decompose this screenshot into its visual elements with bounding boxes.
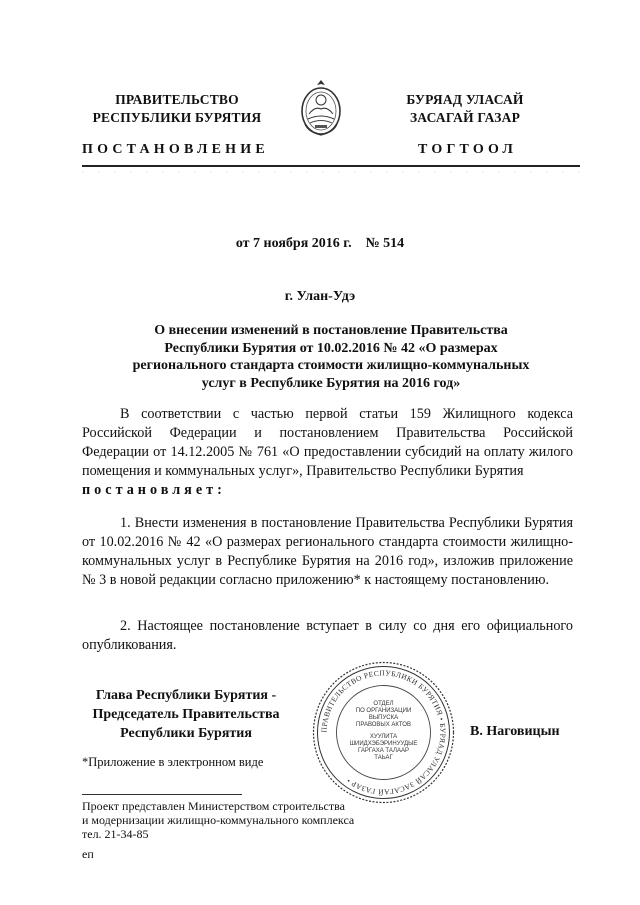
footer-line: Проект представлен Министерством строительства — [82, 799, 345, 813]
title-line: Республики Бурятия от 10.02.2016 № 42 «О размерах — [164, 340, 498, 356]
header-dotted-line: · · · · · · · · · · · · · · · · · · · · · · · · · · · · · · · · — [82, 170, 580, 176]
footer-line: тел. 21-34-85 — [82, 827, 149, 841]
item-1-text: 1. Внести изменения в постановление Правительства Республики Бурятия от 10.02.2016 № 42 «О размерах регионального стандарта стоимости жилищно-коммунальных услуг в Республике Бурятия на 2016 год», изложив приложение № 3 в новой редакции согласно приложению* к настоящему постановлению. — [82, 515, 573, 588]
footer-info — [82, 799, 354, 861]
header-left — [72, 91, 282, 127]
title-line: О внесении изменений в постановление Правительства — [154, 323, 508, 338]
title-line: регионального стандарта стоимости жилищно-коммунальных — [132, 358, 530, 373]
signatory-title-line: Председатель Правительства — [92, 707, 280, 722]
stamp-line: ВЫПУСКА — [368, 715, 399, 721]
header-divider — [82, 165, 580, 167]
stamp-line: ОТДЕЛ — [373, 701, 394, 707]
appendix-note: *Приложение в электронном виде — [82, 755, 264, 769]
document-title — [82, 322, 580, 392]
stamp-line: ХУУЛИТА — [369, 734, 398, 740]
official-stamp — [311, 660, 456, 805]
item-2-text: 2. Настоящее постановление вступает в силу со дня его официального опубликования. — [82, 618, 573, 653]
stamp-line: ГАРГАХА ТАЛААР — [358, 748, 409, 754]
footer-line: и модернизации жилищно-коммунального комплекса — [82, 813, 355, 827]
stamp-line: ПРАВОВЫХ АКТОВ — [356, 722, 411, 728]
header-right-line2: ЗАСАГАЙ ГАЗАР — [409, 110, 521, 125]
stamp-line: ТАЬАГ — [374, 755, 393, 761]
footer-initials: еп — [82, 847, 94, 861]
stamp-ring-text: ПРАВИТЕЛЬСТВО РЕСПУБЛИКИ БУРЯТИЯ • БУРЯАД УЛАСАЙ ЗАСАГАЙ ГАЗАР • — [319, 668, 448, 797]
header-left-line2: РЕСПУБЛИКИ БУРЯТИЯ — [92, 110, 262, 125]
date-and-number: от 7 ноября 2016 г. № 514 — [235, 236, 405, 251]
header-right — [362, 91, 568, 127]
preamble-text: В соответствии с частью первой статьи 159 Жилищного кодекса Российской Федерации и постановлением Правительства Российской Федерации от 14.12.2005 № 761 «О предоставлении субсидий на оплату жилого помещения и коммунальных услуг», Правительство Республики Бурятия — [82, 406, 573, 479]
signatory-title-line: Глава Республики Бурятия - — [95, 688, 277, 703]
footer-divider — [82, 794, 242, 795]
preamble-block — [82, 405, 573, 500]
stamp-line: ПО ОРГАНИЗАЦИИ — [355, 708, 412, 714]
header-right-line1: БУРЯАД УЛАСАЙ — [406, 92, 524, 107]
resolves-word: постановляет: — [82, 482, 226, 498]
signatory-title-line: Республики Бурятия — [120, 726, 252, 741]
title-line: услуг в Республике Бурятия на 2016 год» — [201, 375, 461, 391]
doc-type-ru: ПОСТАНОВЛЕНИЕ — [82, 142, 269, 157]
doc-type-bur: ТОГТООЛ — [418, 142, 518, 157]
coat-of-arms-emblem — [299, 78, 343, 138]
signatory-title — [82, 686, 290, 743]
city: г. Улан-Удэ — [284, 289, 356, 304]
header-left-line1: ПРАВИТЕЛЬСТВО — [115, 92, 239, 107]
item-2 — [82, 617, 573, 655]
stamp-line: ШИИДХЭБЭРИНУУДЫЕ — [349, 741, 418, 747]
item-1 — [82, 514, 573, 590]
signatory-name: В. Наговицын — [470, 724, 560, 739]
